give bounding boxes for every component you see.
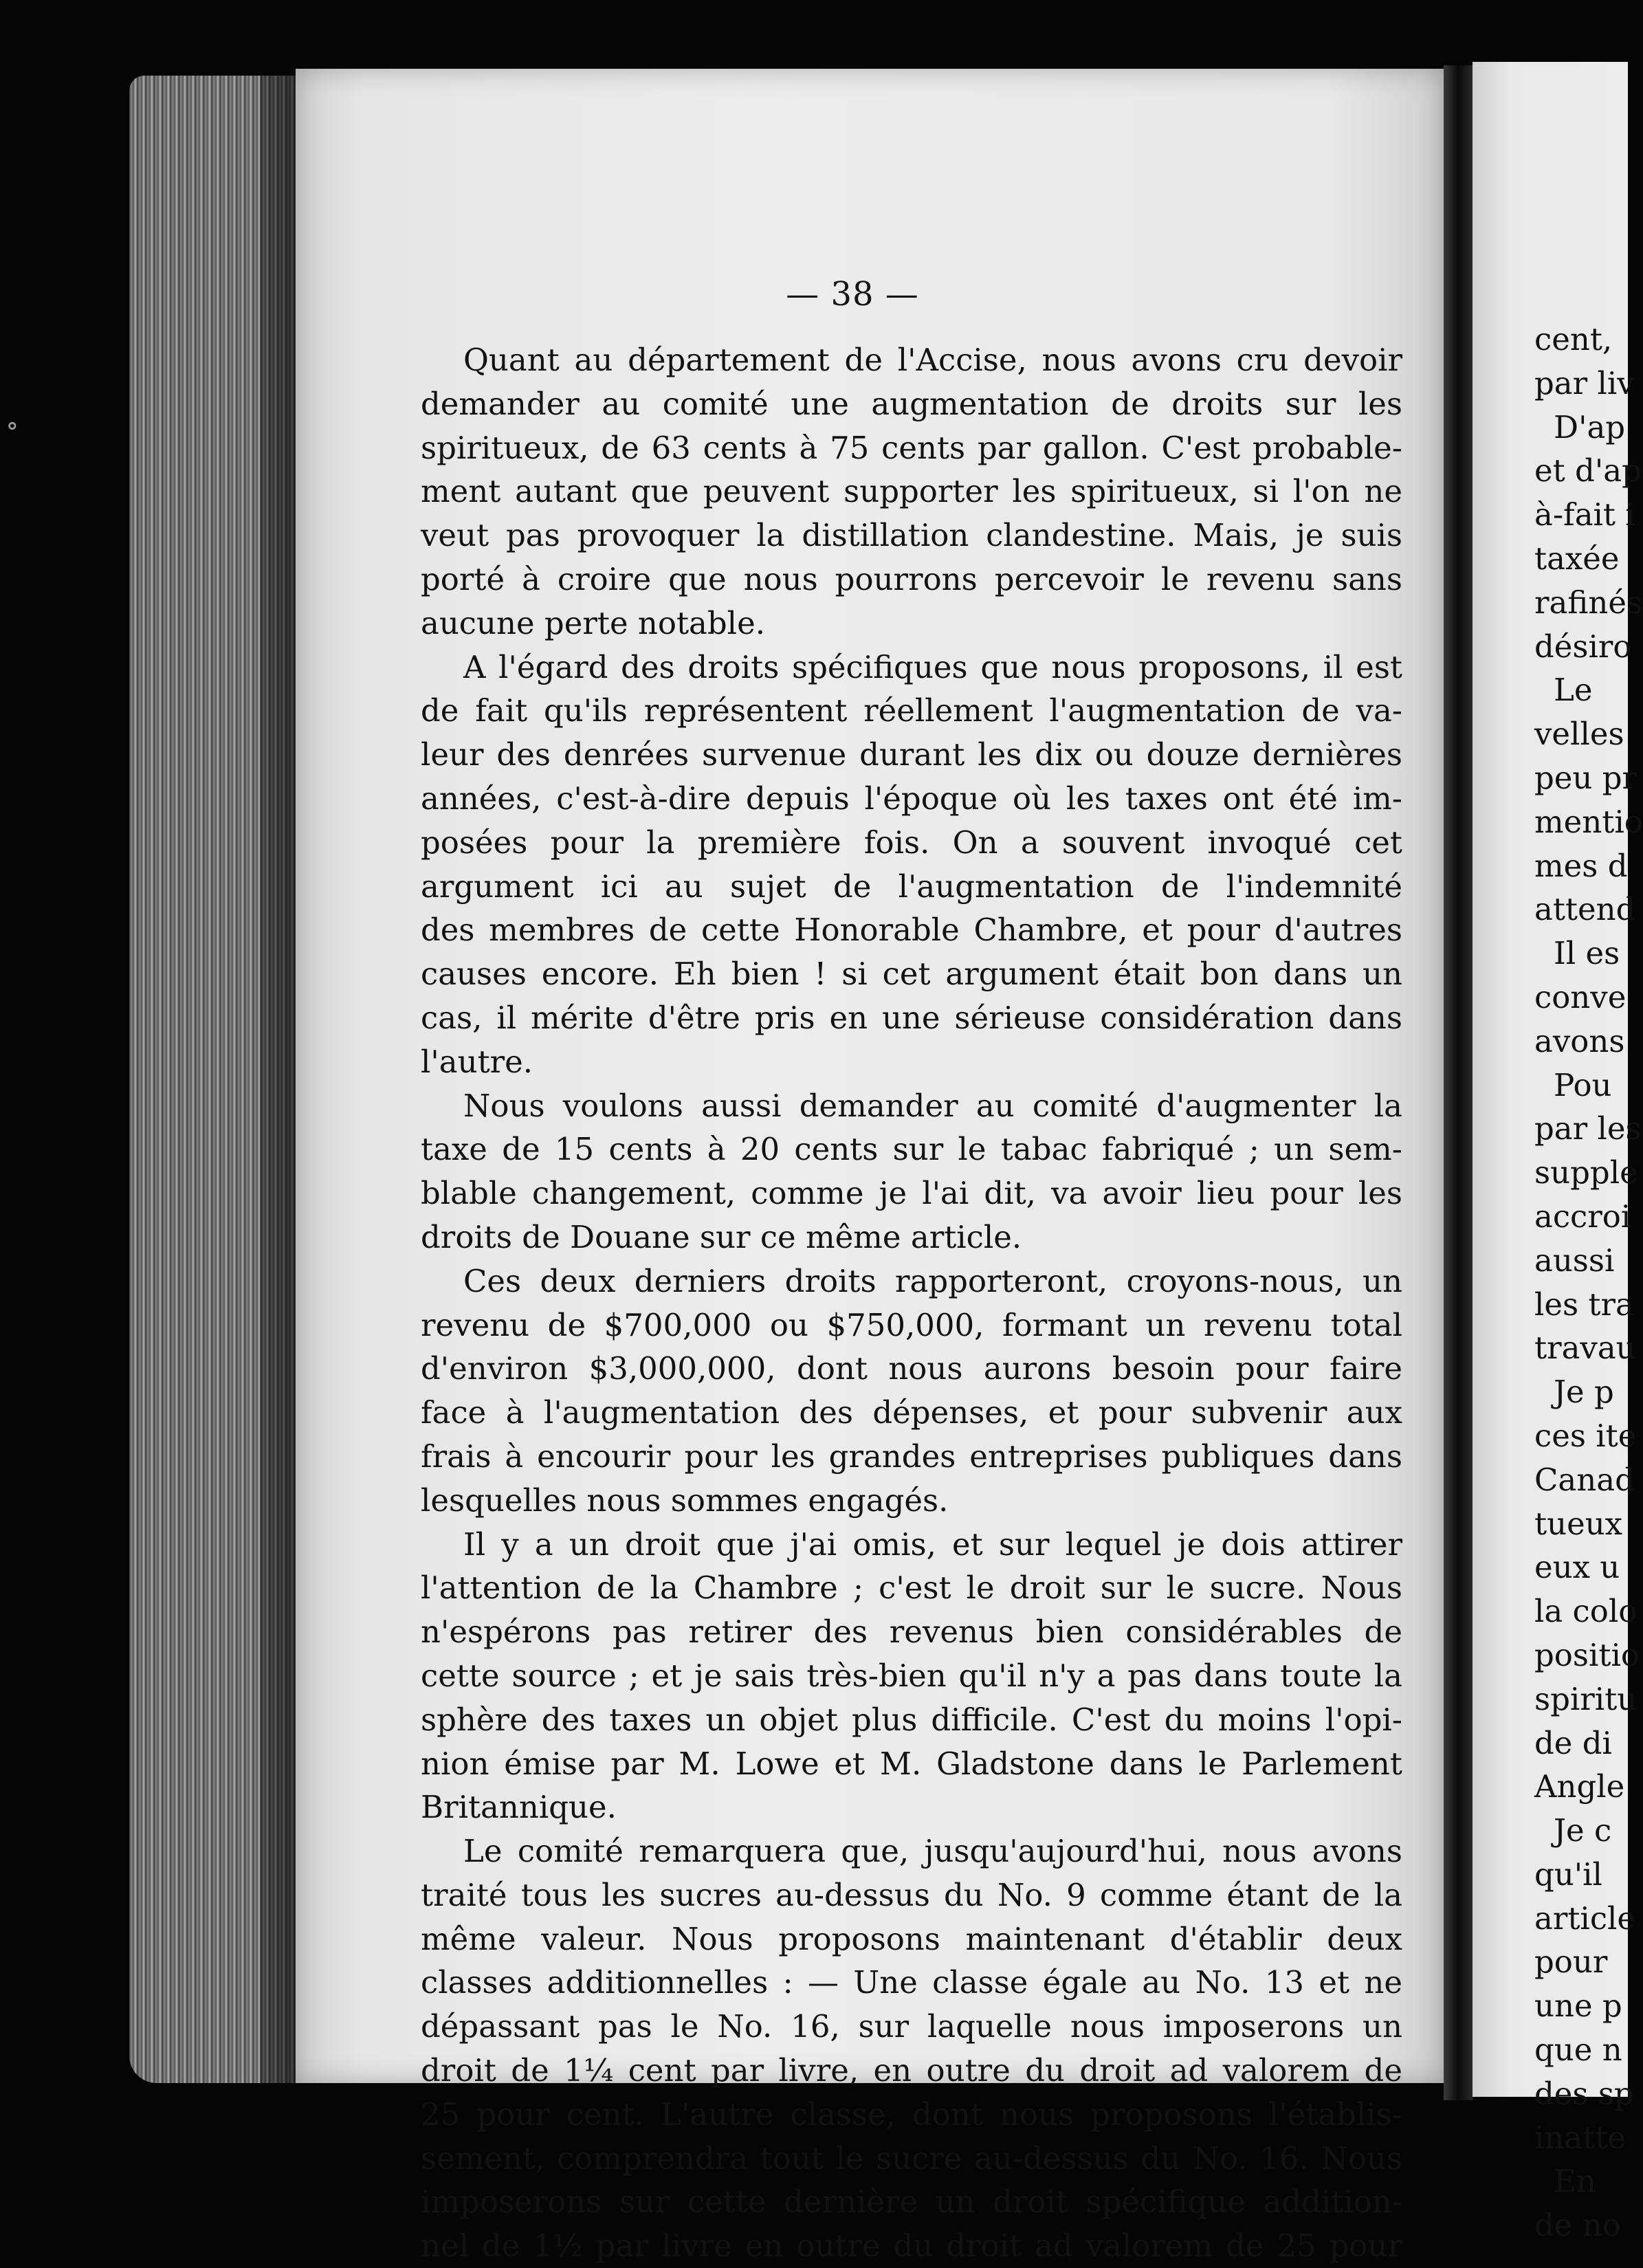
next-page-text-line: spiritu: [1534, 1680, 1638, 1717]
next-page-text-column: [1534, 318, 1643, 2247]
next-page-text-line: la colo: [1534, 1593, 1638, 1630]
next-page-text-line: positio: [1534, 1636, 1640, 1673]
text-line: sement, comprendra tout le sucre au-dessus du No. 16. Nous: [421, 2139, 1402, 2177]
next-page-text-line: En: [1554, 2163, 1596, 2200]
text-line: A l'égard des droits spécifiques que nous proposons, il est: [463, 648, 1402, 685]
text-line: spiritueux, de 63 cents à 75 cents par gallon. C'est probable-: [421, 429, 1402, 466]
text-line: ment autant que peuvent supporter les spiritueux, si l'on ne: [421, 473, 1402, 510]
next-page-text-line: de di: [1534, 1724, 1612, 1761]
next-page-text-line: Angle: [1534, 1768, 1625, 1805]
next-page-text-line: D'ap: [1554, 408, 1626, 445]
text-line: face à l'augmentation des dépenses, et pour subvenir aux: [421, 1394, 1402, 1431]
next-page-text-line: désiro: [1534, 628, 1632, 665]
next-page-text-line: eux u: [1534, 1549, 1620, 1586]
text-line: Ces deux derniers droits rapporteront, croyons-nous, un: [463, 1262, 1402, 1299]
text-line: aucune perte notable.: [421, 604, 765, 641]
text-line: années, c'est-à-dire depuis l'époque où les taxes ont été im-: [421, 780, 1402, 817]
text-line: nion émise par M. Lowe et M. Gladstone dans le Parlement: [421, 1745, 1402, 1782]
next-page-text-line: à-fait i: [1534, 496, 1635, 533]
text-line: nel de 1½ par livre en outre du droit ad valorem de 25 pour: [421, 2227, 1402, 2265]
text-line: posées pour la première fois. On a souvent invoqué cet: [421, 824, 1402, 861]
next-page-text-line: attend: [1534, 891, 1636, 928]
text-line: droits de Douane sur ce même article.: [421, 1218, 1022, 1255]
text-line: blable changement, comme je l'ai dit, va avoir lieu pour les: [421, 1175, 1402, 1212]
text-line: veut pas provoquer la distillation clandestine. Mais, je suis: [421, 517, 1402, 554]
next-page-text-line: Je c: [1554, 1812, 1612, 1849]
next-page-text-line: de no: [1534, 2207, 1621, 2244]
scan-speck-mark: ∘: [5, 410, 19, 441]
text-line: des membres de cette Honorable Chambre, et pour d'autres: [421, 912, 1402, 949]
text-line: sphère des taxes un objet plus difficile. C'est du moins l'opi-: [421, 1701, 1402, 1738]
book-page-edges: [129, 76, 301, 2083]
text-line: d'environ $3,000,000, dont nous aurons besoin pour faire: [421, 1350, 1402, 1387]
next-page-text-line: par les: [1534, 1110, 1642, 1147]
next-page-text-line: Le: [1554, 672, 1593, 709]
text-line: dépassant pas le No. 16, sur laquelle nous imposerons un: [421, 2008, 1402, 2045]
text-line: argument ici au sujet de l'augmentation de l'indemnité: [421, 868, 1402, 905]
next-page-text-line: par liv: [1534, 364, 1635, 401]
text-line: Le comité remarquera que, jusqu'aujourd'hui, nous avons: [463, 1833, 1402, 1870]
text-line: traité tous les sucres au-dessus du No. 9 comme étant de la: [421, 1876, 1402, 1913]
next-page-text-line: tueux: [1534, 1505, 1623, 1542]
next-page-text-line: et d'ap: [1534, 452, 1642, 489]
next-page-text-line: Canad: [1534, 1461, 1635, 1498]
text-line: l'autre.: [421, 1043, 533, 1080]
next-page-text-line: une p: [1534, 1988, 1622, 2025]
next-page-text-line: velles: [1534, 716, 1624, 753]
text-line: 25 pour cent. L'autre classe, dont nous proposons l'établis-: [421, 2095, 1402, 2133]
next-page-text-line: rafinés: [1534, 584, 1643, 621]
text-line: revenu de $700,000 ou $750,000, formant un revenu total: [421, 1306, 1402, 1343]
next-page-text-line: conve: [1534, 978, 1627, 1015]
text-line: porté à croire que nous pourrons percevoir le revenu sans: [421, 560, 1402, 597]
next-page-text-line: les tra: [1534, 1286, 1634, 1323]
next-page-text-line: article: [1534, 1900, 1636, 1937]
next-page-text-line: inatte: [1534, 2119, 1627, 2156]
text-line: Il y a un droit que j'ai omis, et sur lequel je dois attirer: [463, 1526, 1402, 1563]
next-page-text-line: mentio: [1534, 803, 1643, 840]
text-line: n'espérons pas retirer des revenus bien considérables de: [421, 1614, 1402, 1651]
text-line: taxe de 15 cents à 20 cents sur le tabac fabriqué ; un sem-: [421, 1131, 1402, 1168]
text-line: même valeur. Nous proposons maintenant d'établir deux: [421, 1920, 1402, 1957]
next-page-text-line: qu'il: [1534, 1856, 1602, 1893]
text-line: imposerons sur cette dernière un droit spécifique addition-: [421, 2183, 1402, 2221]
next-page-text-line: cent,: [1534, 321, 1613, 357]
text-line: de fait qu'ils représentent réellement l'augmentation de va-: [421, 692, 1402, 729]
text-line: Britannique.: [421, 1789, 617, 1826]
next-page-text-line: pour: [1534, 1944, 1608, 1981]
text-line: Nous voulons aussi demander au comité d'augmenter la: [463, 1087, 1402, 1124]
next-page-text-line: Pou: [1554, 1066, 1612, 1103]
next-page-text-line: accroi: [1534, 1198, 1631, 1235]
text-line: cette source ; et je sais très-bien qu'il n'y a pas dans toute la: [421, 1657, 1402, 1694]
text-line: cas, il mérite d'être pris en une sérieuse considération dans: [421, 999, 1402, 1036]
text-line: leur des denrées survenue durant les dix ou douze dernières: [421, 736, 1402, 773]
next-page-text-line: avons: [1534, 1022, 1625, 1059]
next-page-text-line: supple: [1534, 1154, 1638, 1191]
text-line: droit de 1¼ cent par livre, en outre du droit ad valorem de: [421, 2052, 1402, 2089]
next-page-text-line: Il es: [1554, 935, 1620, 972]
next-page-text-line: ces ite: [1534, 1417, 1637, 1454]
text-line: Quant au département de l'Accise, nous avons cru devoir: [463, 342, 1402, 378]
text-line: lesquelles nous sommes engagés.: [421, 1482, 949, 1519]
next-page-text-line: Je p: [1554, 1374, 1614, 1411]
next-page-text-line: aussi: [1534, 1242, 1615, 1279]
book-gutter: [1444, 65, 1473, 2100]
text-line: frais à encourir pour les grandes entreprises publiques dans: [421, 1438, 1402, 1475]
next-page-text-line: taxée: [1534, 540, 1620, 577]
text-line: demander au comité une augmentation de droits sur les: [421, 385, 1402, 422]
text-line: classes additionnelles : — Une classe égale au No. 13 et ne: [421, 1964, 1402, 2001]
next-page-text-line: mes d: [1534, 847, 1628, 884]
page-number: — 38 —: [786, 275, 919, 313]
main-text-column: [421, 338, 1402, 2268]
text-line: l'attention de la Chambre ; c'est le droit sur le sucre. Nous: [421, 1570, 1402, 1607]
next-page-text-line: des sp: [1534, 2075, 1634, 2112]
next-page-text-line: peu pr: [1534, 759, 1638, 796]
next-page-text-line: travau: [1534, 1330, 1636, 1367]
next-page-text-line: que n: [1534, 2032, 1622, 2069]
text-line: causes encore. Eh bien ! si cet argument était bon dans un: [421, 956, 1402, 993]
